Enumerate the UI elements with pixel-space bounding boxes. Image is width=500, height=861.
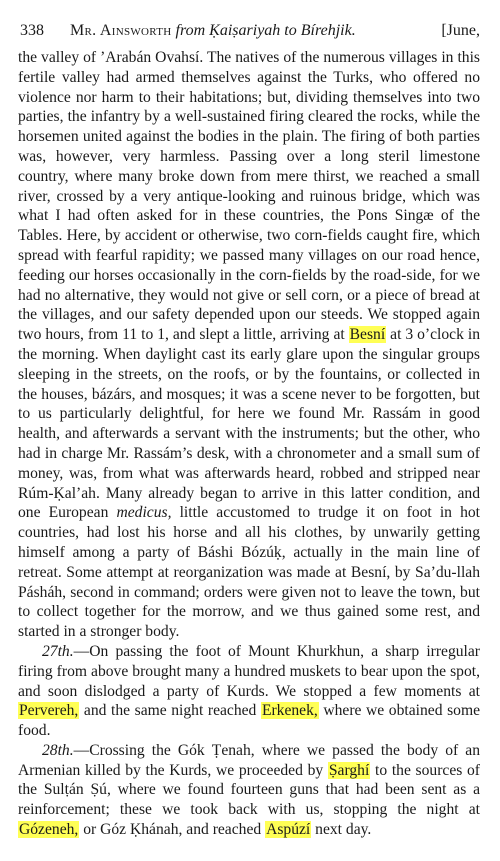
document-page — [18, 20, 480, 840]
title-destination: Bírehjik. — [300, 22, 356, 39]
body-text — [18, 48, 480, 840]
text-run: next day. — [311, 821, 372, 839]
title-to: to — [284, 22, 297, 39]
paragraph — [18, 741, 480, 840]
italic-text: 28th. — [42, 741, 74, 759]
highlighted-place-name: Pervereh, — [19, 702, 79, 720]
paragraph — [18, 48, 480, 642]
text-run: at 3 o’clock in the morning. When daylight cast its early glare upon the singular groups sleeping in the streets, on the roofs, or by the fountains, or collected in the houses, bázárs, and mosques; it was a scene never to be forgotten, but to us particularly delightful, for here we found Mr. Rassám in good health, and afterwards a servant with the instruments; but the other, who had in charge Mr. Rassám’s desk, with a chronometer and a small sum of money, was, from what was afterwards heard, robbed and stripped near Rúm-Ḳal’ah. Many already began to arrive in this latter condition, and one European — [18, 326, 480, 522]
highlighted-place-name: Ṣarghí — [328, 761, 370, 779]
date-tag: [June, — [441, 22, 480, 39]
italic-text: medicus, — [116, 504, 172, 522]
text-run: —On passing the foot of Mount Khurkhun, a sharp irregular firing from above brought many a hundred muskets to bear upon the spot, and soon dislodged a party of Kurds. We stopped a few moments at — [18, 642, 480, 700]
text-run: to the sources of the Sulṭán Ṣú, where we found fourteen guns that had been sent as a reinforcement; these we took back with us, stopping the night at — [18, 761, 480, 819]
italic-text: 27th. — [42, 642, 74, 660]
running-header — [18, 20, 480, 42]
page-number: 338 — [20, 22, 44, 39]
title-origin: Ḳaiṣariyah — [209, 22, 281, 39]
highlighted-place-name: Besní — [349, 326, 386, 344]
title-from: from — [175, 22, 206, 39]
paragraph — [18, 642, 480, 741]
title-author: Mr. Ainsworth — [70, 22, 172, 39]
highlighted-place-name: Erkenek, — [261, 702, 318, 720]
text-run: the valley of ’Arabán Ovahsí. The natives of the numerous villages in this fertile valley had armed themselves against the Turks, who offered no violence nor harm to their habitations; but, dividing themselves into two parties, the infantry by a well-sustained firing cleared the rocks, while the horsemen united against the bodies in the plain. The firing of both parties was, however, very harmless. Passing over a long steril limestone country, where many broke down from mere thirst, we reached a small river, crossed by a very antique-looking and ruinous bridge, which was what I had often asked for in these countries, the Pons Singæ of the Tables. Here, by accident or otherwise, two corn-fields caught fire, which spread with fearful rapidity; we passed many villages on our road hence, feeding our horses occasionally in the corn-fields by the road-side, for we had no alternative, they would not give or sell corn, or a piece of bread at the villages, and our safety depended upon our steeds. We stopped again two hours, from 11 to 1, and slept a little, arriving at — [18, 49, 480, 344]
text-run: where we obtained some food. — [18, 702, 480, 740]
running-title — [70, 20, 356, 42]
text-run: and the same night reached — [79, 702, 261, 720]
text-run: little accustomed to trudge it on foot in hot countries, had lost his horse and all his clothes, by unwarily getting himself among a party of Báshi Bózúḳ, actually in the main line of retreat. Some attempt at reorganization was made at Besní, by Sa’du-llah Pásháh, second in command; orders were given not to leave the town, but to collect together for the morrow, and we thus gained some rest, and started in a stronger body. — [18, 504, 481, 641]
highlighted-place-name: Gózeneh, — [19, 821, 79, 839]
highlighted-place-name: Aspúzí — [266, 821, 311, 839]
text-run: or Góz Ḳhánah, and reached — [79, 821, 266, 839]
text-run: —Crossing the Gók Ṭenah, where we passed the body of an Armenian killed by the Kurds, we proceeded by — [18, 741, 480, 779]
